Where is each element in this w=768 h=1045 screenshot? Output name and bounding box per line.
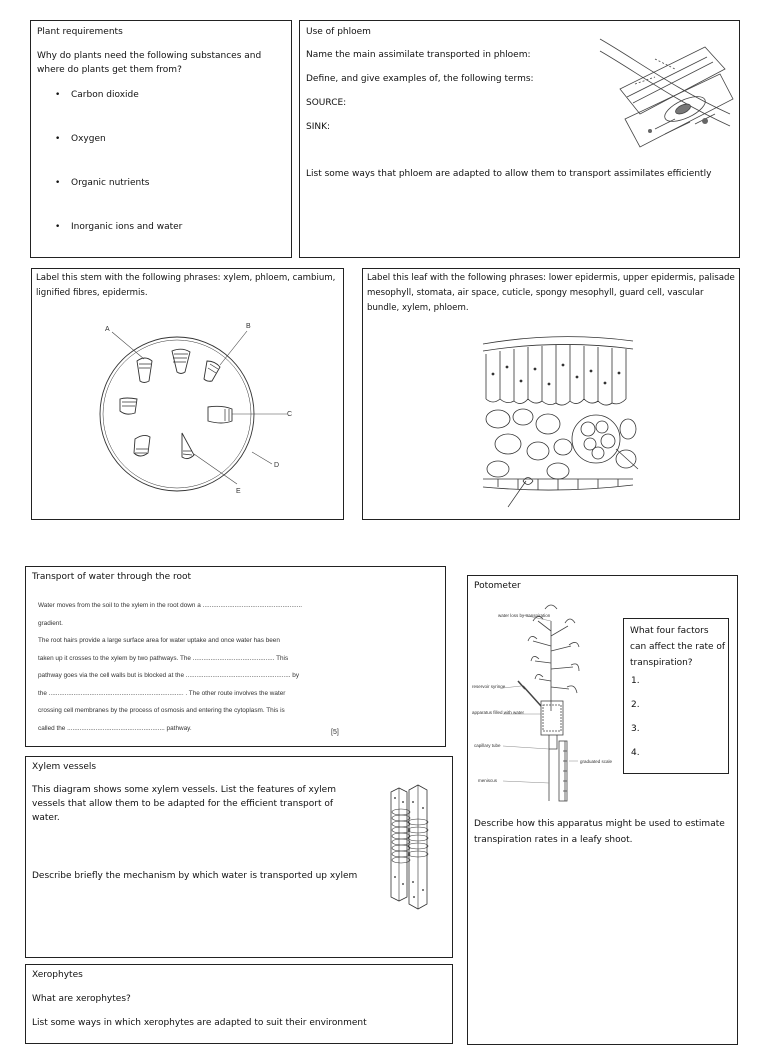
panel-title: Plant requirements	[37, 27, 123, 37]
list-item: • Carbon dioxide	[71, 89, 182, 133]
xylem-diagram	[381, 782, 441, 912]
diagram-label: reservoir syringe	[472, 684, 506, 689]
phloem-diagram	[595, 29, 735, 154]
panel-title: Use of phloem	[306, 27, 371, 37]
question-text: List some ways that phloem are adapted to allow them to transport assimilates efficiently	[306, 169, 712, 179]
paragraph-line: crossing cell membranes by the process of osmosis and entering the cytoplasm. This is	[38, 707, 285, 714]
source-label: SOURCE:	[306, 98, 347, 108]
label-c: C	[287, 411, 293, 418]
paragraph-line: Water moves from the soil to the xylem in the root down a ........................................................	[38, 602, 302, 609]
question-text: This diagram shows some xylem vessels. List the features of xylem vessels that allow them to be adapted for the efficient transport of water.	[32, 785, 336, 823]
question-text: Describe briefly the mechanism by which water is transported up xylem	[32, 871, 358, 881]
vascular-bundles	[120, 349, 232, 458]
paragraph-line: the ............................................................................ . The other route involves the water	[38, 689, 286, 697]
potometer-panel	[467, 575, 738, 1045]
label-d: D	[274, 462, 280, 469]
question-text: Describe how this apparatus might be used to estimate transpiration rates in a leafy shoot.	[474, 819, 725, 845]
list-item: • Organic nutrients	[71, 177, 182, 221]
factor-number: 2.	[631, 700, 640, 710]
diagram-label: meniscus	[478, 778, 498, 783]
list-item: • Oxygen	[71, 133, 182, 177]
paragraph-line: pathway goes via the cell walls but is blocked at the ........................................................... by	[38, 672, 300, 679]
marks-label: [5]	[331, 729, 339, 736]
question-text: Define, and give examples of, the following terms:	[306, 74, 534, 84]
factor-number: 4.	[631, 748, 640, 758]
panel-title: Xerophytes	[32, 970, 83, 980]
xylem-panel	[25, 756, 453, 958]
instruction-text: Label this stem with the following phrases: xylem, phloem, cambium, lignified fibres, epidermis.	[36, 273, 336, 298]
question-text: What are xerophytes?	[32, 994, 131, 1004]
label-a: A	[105, 326, 110, 333]
panel-title: Xylem vessels	[32, 762, 97, 772]
phloem-panel	[299, 20, 740, 258]
paragraph-line: The root hairs provide a large surface area for water uptake and once water has been	[38, 637, 280, 644]
paragraph-line: taken up it crosses to the xylem by two pathways. The .............................................. This	[38, 654, 289, 662]
paragraph-line: gradient.	[38, 619, 63, 627]
diagram-label: graduated scale	[580, 759, 613, 764]
question-text: Why do plants need the following substances and where do plants get them from?	[37, 51, 262, 75]
factor-number: 1.	[631, 676, 640, 686]
factors-box	[623, 618, 729, 774]
question-text: Name the main assimilate transported in phloem:	[306, 50, 531, 60]
diagram-label: water loss by transpiration	[498, 613, 551, 618]
question-text: What four factors can affect the rate of transpiration?	[630, 626, 726, 668]
question-text: List some ways in which xerophytes are adapted to suit their environment	[32, 1018, 367, 1028]
leaf-cells	[483, 337, 636, 490]
paragraph-line: called the ....................................................... pathway.	[38, 724, 192, 732]
potometer-diagram	[473, 601, 623, 806]
xerophytes-panel	[25, 964, 453, 1044]
panel-title: Potometer	[474, 581, 521, 591]
label-e: E	[236, 488, 241, 495]
diagram-label: capillary tube	[474, 743, 501, 748]
factor-number: 3.	[631, 724, 640, 734]
diagram-label: apparatus filled with water	[472, 710, 525, 715]
sink-label: SINK:	[306, 122, 331, 132]
stem-diagram	[32, 269, 345, 521]
leaf-diagram	[478, 329, 638, 509]
root-transport-panel	[25, 566, 446, 747]
plant-requirements-panel	[30, 20, 292, 258]
stem-panel	[31, 268, 344, 520]
list-item: • Inorganic ions and water	[71, 221, 182, 265]
substance-list	[41, 89, 182, 265]
label-b: B	[246, 323, 251, 330]
panel-title: Transport of water through the root	[32, 572, 192, 582]
leaf-panel	[362, 268, 740, 520]
instruction-text: Label this leaf with the following phrases: lower epidermis, upper epidermis, palisade mesophyll, stomata, air space, cuticle, spongy mesophyll, guard cell, vascular bundle, xylem, phloem.	[367, 273, 735, 313]
